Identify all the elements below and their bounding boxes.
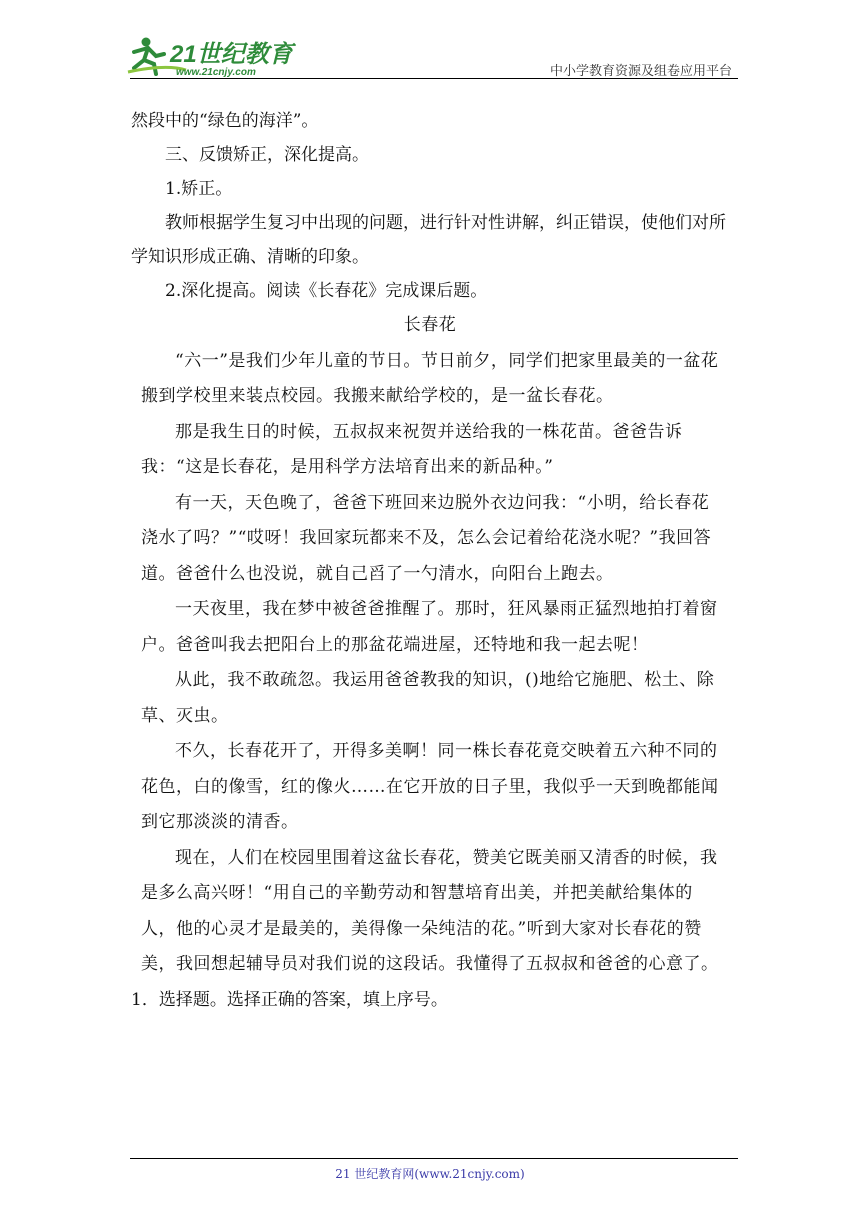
passage-paragraph: 不久，长春花开了，开得多美啊！同一株长春花竟交映着五六种不同的花色，白的像雪，红的像火……在它开放的日子里，我似乎一天到晚都能闻到它那淡淡的清香。 <box>141 741 719 832</box>
header-divider <box>130 78 738 79</box>
reading-passage <box>131 308 741 983</box>
paragraph-correction: 教师根据学生复习中出现的问题，进行针对性讲解，纠正错误，使他们对所学知识形成正确、清晰的印象。 <box>131 213 726 267</box>
platform-name: 中小学教育资源及组卷应用平台 <box>549 64 732 79</box>
section-heading: 三、反馈矫正，深化提高。 <box>165 145 369 165</box>
svg-text:www.21cnjy.com: www.21cnjy.com <box>176 67 256 78</box>
passage-paragraph: “六一”是我们少年儿童的节日。节日前夕，同学们把家里最美的一盆花搬到学校里来装点校园。我搬来献给学校的，是一盆长春花。 <box>141 350 719 406</box>
subheading-correction: 1.矫正。 <box>165 179 233 199</box>
site-logo <box>126 34 296 78</box>
passage-paragraph: 一天夜里，我在梦中被爸爸推醒了。那时，狂风暴雨正猛烈地拍打着窗户。爸爸叫我去把阳台上的那盆花端进屋，还特地和我一起去呢！ <box>141 599 718 655</box>
document-body <box>131 104 741 1017</box>
passage-paragraph: 现在，人们在校园里围着这盆长春花，赞美它既美丽又清香的时候，我是多么高兴呀！“用自己的辛勤劳动和智慧培育出美，并把美献给集体的人，他的心灵才是最美的，美得像一朵纯洁的花。”听到大家对长春花的赞美，我回想起辅导员对我们说的这段话。我懂得了五叔叔和爸爸的心意了。 <box>141 847 719 974</box>
runner-logo-icon <box>126 34 296 78</box>
passage-paragraph: 有一天，天色晚了，爸爸下班回来边脱外衣边问我：“小明，给长春花浇水了吗？”“哎呀！我回家玩都来不及，怎么会记着给花浇水呢？”我回答道。爸爸什么也没说，就自己舀了一勺清水，向阳台上跑去。 <box>141 492 712 584</box>
passage-paragraph: 那是我生日的时候，五叔叔来祝贺并送给我的一株花苗。爸爸告诉我：“这是长春花，是用科学方法培育出来的新品种。” <box>141 421 683 477</box>
footer-divider <box>130 1158 738 1159</box>
paragraph-continuation: 然段中的“绿色的海洋”。 <box>131 111 319 131</box>
passage-title: 长春花 <box>403 315 457 335</box>
passage-paragraph: 从此，我不敢疏忽。我运用爸爸教我的知识，()地给它施肥、松土、除草、灭虫。 <box>141 670 715 726</box>
page-header <box>126 28 736 80</box>
svg-text:21世纪教育: 21世纪教育 <box>170 41 293 68</box>
subheading-deepen: 2.深化提高。阅读《长春花》完成课后题。 <box>165 281 488 301</box>
page-footer: 21 世纪教育网(www.21cnjy.com) <box>335 1167 525 1181</box>
question-prompt: 1．选择题。选择正确的答案，填上序号。 <box>131 989 448 1010</box>
